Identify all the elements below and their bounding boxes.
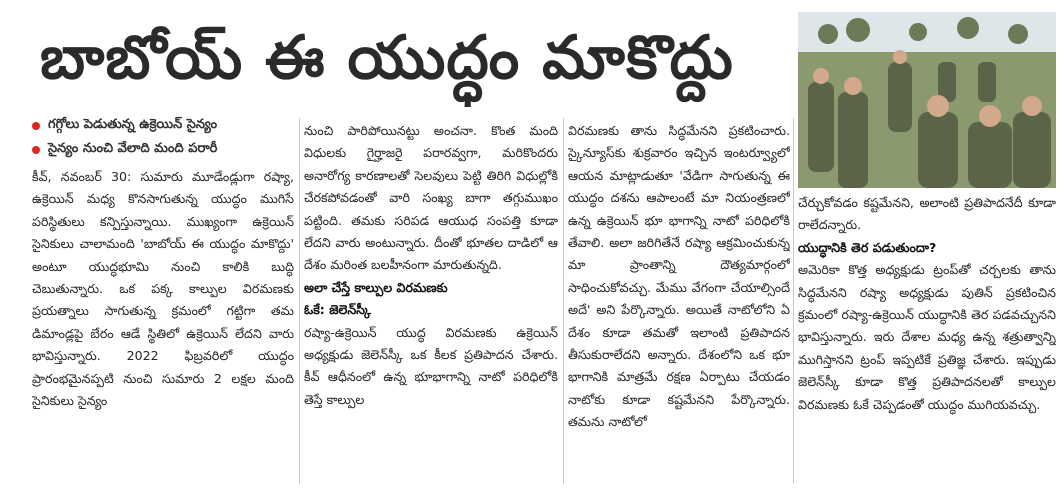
article-paragraph: అమెరికా కొత్త అధ్యక్షుడు ట్రంప్‌తో చర్చలకు తాను సిద్ధమేనని రష్యా అధ్యక్షుడు పుతిన్ ప్రకటించిన క్రమంలో రష్యా-ఉక్రెయిన్ యుద్ధానికి తెర పడవచ్చునని భావిస్తున్నారు. ఇరు దేశాల మధ్య ఉన్న శత్రుత్వాన్ని ముగిస్తానని ట్రంప్ ఇప్పటికే ప్రతిజ్ఞ చేశారు. ఇప్పుడు జెలెన్‌స్కీ కూడా కొత్త ప్రతిపాదనలతో కాల్పుల విరమణకు ఓకే చెప్పడంతో యుద్ధం ముగియవచ్చు.	[798, 262, 1056, 412]
bullet-dot-icon	[32, 122, 40, 130]
article-column-4	[798, 192, 1056, 486]
article-column-1	[32, 166, 294, 486]
article-paragraph: రష్యా-ఉక్రెయిన్ యుద్ధ విరమణకు ఉక్రెయిన్ అధ్యక్షుడు జెలెన్‌స్కీ ఒక కీలక ప్రతిపాదన చేశారు. కీవ్ ఆధీనంలో ఉన్న భూభాగాన్ని నాటో పరిధిలోకి తెస్తే కాల్పుల	[304, 324, 558, 407]
highlight-text: గగ్గోలు పెడుతున్న ఉక్రెయిన్ సైన్యం	[48, 117, 218, 132]
subheading: యుద్ధానికి తెర పడుతుందా?	[798, 239, 937, 255]
article-paragraph: విరమణకు తాను సిద్ధమేనని ప్రకటించారు. స్కైన్యూస్‌కు శుక్రవారం ఇచ్చిన ఇంటర్వ్యూలో ఆయన మాట్లాడుతూ 'వేడిగా సాగుతున్న ఈ యుద్ధం దశను ఆపాలంటే మా నియంత్రణలో ఉన్న ఉక్రెయిన్ భూ భాగాన్ని నాటో పరిధిలోకి తేవాలి. అలా జరిగితేనే రష్యా ఆక్రమించుకున్న మా ప్రాంతాన్ని దౌత్యమార్గంలో సాధించుకోవచ్చు. మేము వేగంగా చేయాల్సిందే అదే' అని పేర్కొన్నారు. అయితే నాటోలోని ఏ దేశం కూడా తమతో ఇలాంటి ప్రతిపాదన తీసుకురాలేదని అన్నారు. దేశంలోని ఒక భూ భాగానికి మాత్రమే రక్షణ ఏర్పాటు చేయడం నాటోకు కూడా కష్టమేనని పేర్కొన్నారు. తమను నాటోలో	[568, 123, 790, 430]
column-divider	[563, 118, 564, 484]
column-divider	[793, 118, 794, 484]
highlights	[32, 114, 297, 162]
subheading: ఓకే: జెలెన్‌స్కీ	[304, 302, 371, 318]
news-photo-soldiers	[798, 12, 1056, 188]
subheading: అలా చేస్తే కాల్పుల విరమణకు	[304, 279, 448, 295]
article-paragraph: నుంచి పారిపోయినట్టు అంచనా. కొంత మంది విధులకు గైర్హాజరై పరారవ్వగా, మరికొందరు అనారోగ్య కారణాలతో సెలవులు పెట్టి తిరిగి విధుల్లోకి చేరకపోవడంతో వారి సంఖ్య బాగా తగ్గుముఖం పట్టింది. తమకు సరిపడ ఆయుధ సంపత్తి కూడా లేదని వారు అంటున్నారు. దీంతో భూతల దాడిలో ఆ దేశం మరింత బలహీనంగా మారుతున్నది.	[304, 123, 558, 273]
column-divider	[299, 118, 300, 484]
highlight-text: సైన్యం నుంచి వేలాది మంది పరారీ	[48, 141, 218, 156]
highlight-item	[32, 138, 297, 162]
article-column-2	[304, 120, 558, 486]
article-column-3	[568, 120, 790, 486]
headline: బాబోయ్ ఈ యుద్ధం మాకొద్దు	[40, 23, 734, 93]
article-paragraph: కీవ్, నవంబర్ 30: సుమారు మూడేండ్లుగా రష్యా, ఉక్రెయిన్ మధ్య కొనసాగుతున్న యుద్ధం ముగిసే పరిస్థితులు కన్పిస్తున్నాయి. ముఖ్యంగా ఉక్రెయిన్ సైనికులు చాలామంది 'బాబోయ్ ఈ యుద్ధం మాకొద్దు' అంటూ యుద్ధభూమి నుంచి కాలికి బుద్ధి చెబుతున్నారు. ఒక పక్క కాల్పుల విరమణకు ప్రయత్నాలు సాగుతున్న క్రమంలో గట్టిగా తమ డిమాండ్లపై బేరం ఆడే స్థితిలో ఉక్రెయిన్ లేదని వారు భావిస్తున్నారు. 2022 ఫిబ్రవరిలో యుద్ధం ప్రారంభమైనప్పటి నుంచి సుమారు 2 లక్షల మంది సైనికులు సైన్యం	[32, 169, 294, 409]
article-paragraph: చేర్చుకోవడం కష్టమేనని, అలాంటి ప్రతిపాదనేదీ కూడా రాలేదన్నారు.	[798, 195, 1056, 233]
highlight-item	[32, 114, 297, 138]
bullet-dot-icon	[32, 146, 40, 154]
